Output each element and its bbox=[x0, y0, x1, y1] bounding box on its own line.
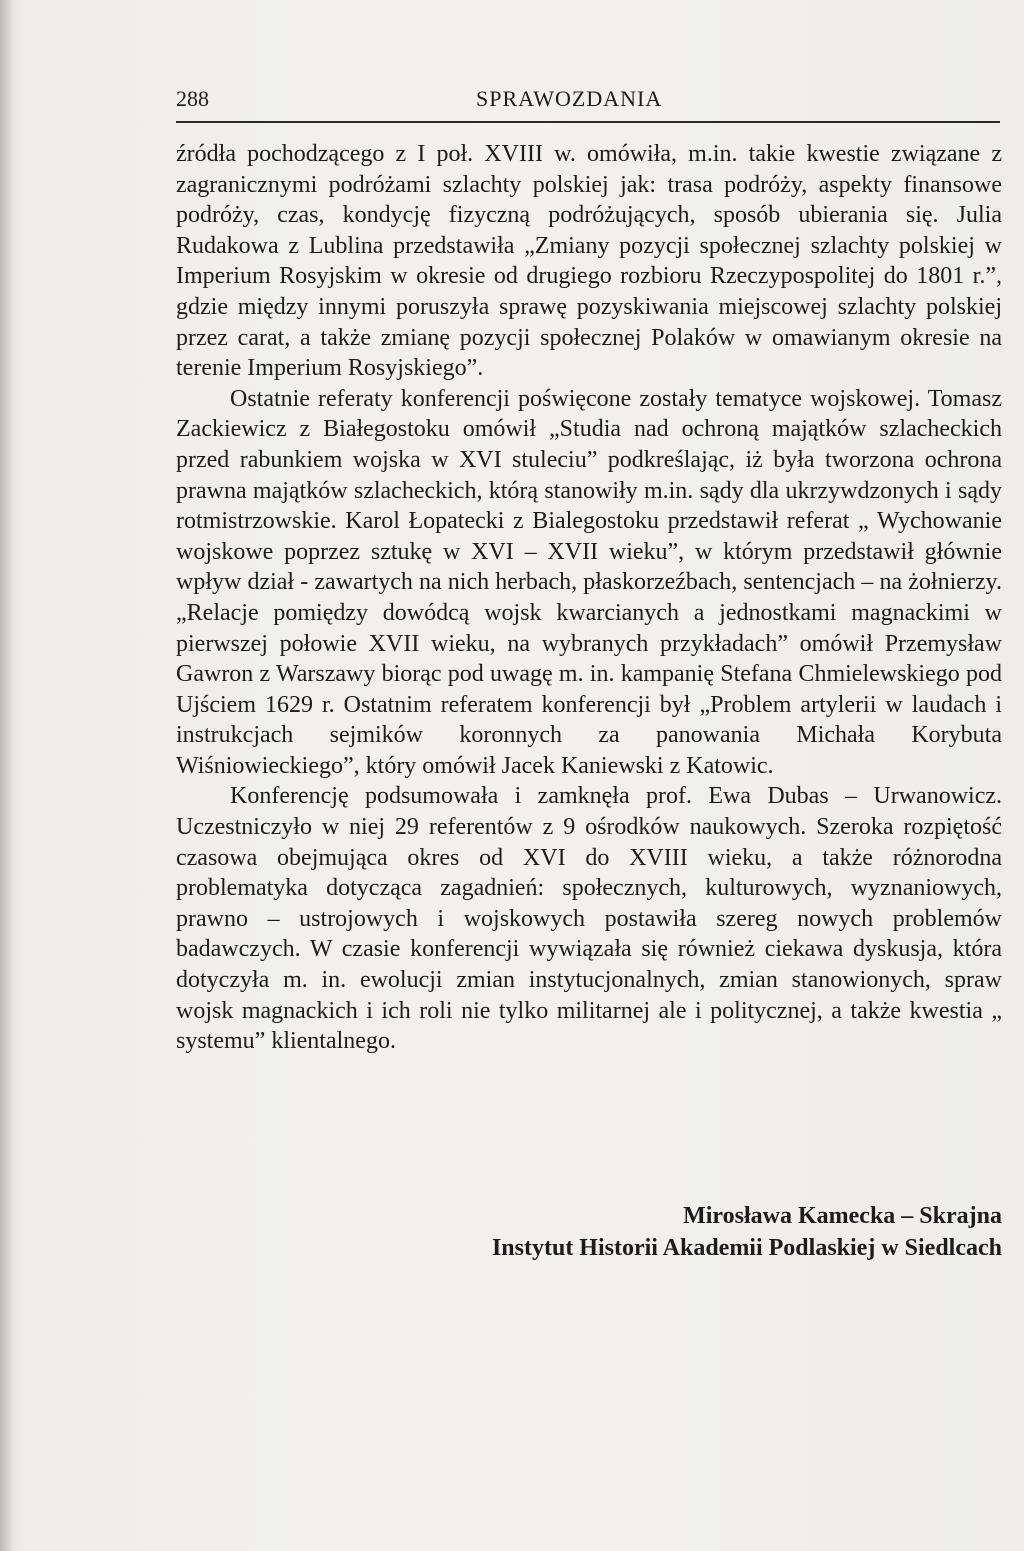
article-body bbox=[176, 139, 1002, 1057]
running-title: SPRAWOZDANIA bbox=[476, 86, 663, 111]
signature-block bbox=[176, 1200, 1002, 1264]
author-name: Mirosława Kamecka – Skrajna bbox=[683, 1203, 1002, 1229]
author-affiliation: Instytut Historii Akademii Podlaskiej w Siedlcach bbox=[491, 1235, 1002, 1261]
paragraph-2: Ostatnie referaty konferencji poświęcone zostały tematyce wojskowej. Tomasz Zackiewicz z Białegostoku omówił „Studia nad ochroną majątków szlacheckich przed rabunkiem wojska w XVI stuleciu” podkreślając, iż była tworzona ochrona prawna majątków szlacheckich, którą stanowiły m.in. sądy dla ukrzywdzonych i sądy rotmistrzowskie. Karol Łopatecki z Bialegostoku przedstawił referat „ Wychowanie wojskowe poprzez sztukę w XVI – XVII wieku”, w którym przedstawił głównie wpływ dział - zawartych na nich herbach, płaskorzeźbach, sentencjach – na żołnierzy. „Relacje pomiędzy dowódcą wojsk kwarcianych a jednostkami magnackimi w pierwszej połowie XVII wieku, na wybranych przykładach” omówił Przemysław Gawron z Warszawy biorąc pod uwagę m. in. kampanię Stefana Chmielewskiego pod Ujściem 1629 r. Ostatnim referatem konferencji był „Problem artylerii w laudach i instrukcjach sejmików koronnych za panowania Michała Korybuta Wiśniowieckiego”, który omówił Jacek Kaniewski z Katowic. bbox=[176, 385, 1002, 779]
page-number: 288 bbox=[176, 86, 209, 111]
paragraph-1: źródła pochodzącego z I poł. XVIII w. omówiła, m.in. takie kwestie związane z zagranicznymi podróżami szlachty polskiej jak: trasa podróży, aspekty finansowe podróży, czas, kondycję fizyczną podróżujących, sposób ubierania się. Julia Rudakowa z Lublina przedstawiła „Zmiany pozycji społecznej szlachty polskiej w Imperium Rosyjskim w okresie od drugiego rozbioru Rzeczypospolitej do 1801 r.”, gdzie między innymi poruszyła sprawę pozyskiwania miejscowej szlachty polskiej przez carat, a także zmianę pozycji społecznej Polaków w omawianym okresie na terenie Imperium Rosyjskiego”. bbox=[176, 141, 1002, 382]
paragraph-3: Konferencję podsumowała i zamknęła prof. Ewa Dubas – Urwanowicz. Uczestniczyło w niej 29 referentów z 9 ośrodków naukowych. Szeroka rozpiętość czasowa obejmująca okres od XVI do XVIII wieku, a także różnorodna problematyka dotycząca zagadnień: społecznych, kulturowych, wyznaniowych, prawno – ustrojowych i wojskowych postawiła szereg nowych problemów badawczych. W czasie konferencji wywiązała się również ciekawa dyskusja, która dotyczyła m. in. ewolucji zmian instytucjonalnych, zmian stanowionych, spraw wojsk magnackich i ich roli nie tylko militarnej ale i politycznej, a także kwestia „ systemu” klientalnego. bbox=[176, 783, 1002, 1055]
header-rule bbox=[176, 121, 1000, 123]
binding-shadow bbox=[0, 0, 14, 1551]
page-header bbox=[176, 86, 1000, 120]
